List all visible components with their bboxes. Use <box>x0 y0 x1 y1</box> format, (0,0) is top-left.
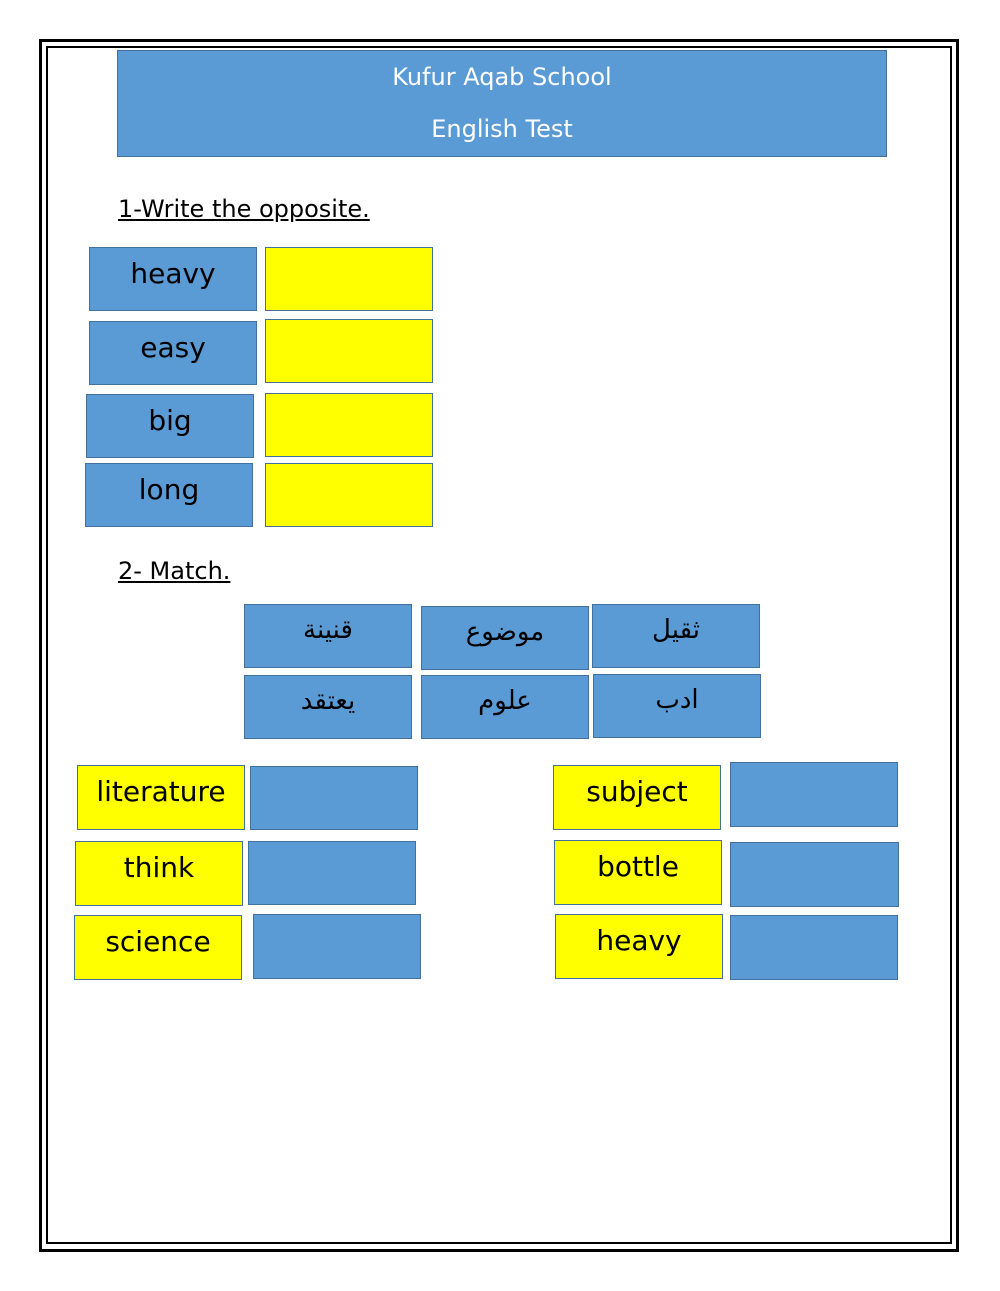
opposite-word: heavy <box>130 256 216 290</box>
arabic-word-box[interactable] <box>244 604 412 668</box>
arabic-word: ثقيل <box>652 615 700 645</box>
arabic-word-box[interactable] <box>421 675 589 739</box>
arabic-word-box[interactable] <box>592 604 760 668</box>
arabic-word: قنينة <box>303 615 353 645</box>
match-word-box <box>77 765 245 830</box>
arabic-word: ادب <box>655 685 699 715</box>
header-banner <box>117 50 887 157</box>
match-word: heavy <box>596 924 682 957</box>
match-word-box <box>553 765 721 830</box>
opposite-word-box <box>86 394 254 458</box>
opposite-answer-box[interactable] <box>265 463 433 527</box>
match-word: subject <box>586 775 688 808</box>
match-drop-target[interactable] <box>250 766 418 830</box>
arabic-word: يعتقد <box>300 686 356 716</box>
match-drop-target[interactable] <box>730 842 899 907</box>
match-drop-target[interactable] <box>730 915 898 980</box>
match-drop-target[interactable] <box>248 841 416 905</box>
opposite-word-box <box>89 247 257 311</box>
opposite-word-box <box>85 463 253 527</box>
match-word-box <box>75 841 243 906</box>
section1-title: 1-Write the opposite. <box>118 195 370 223</box>
opposite-answer-box[interactable] <box>265 319 433 383</box>
arabic-word-box[interactable] <box>593 674 761 738</box>
opposite-word: long <box>138 472 200 506</box>
arabic-word-box[interactable] <box>421 606 589 670</box>
arabic-word: موضوع <box>465 617 545 647</box>
match-word: think <box>123 851 195 884</box>
opposite-word: big <box>148 403 192 437</box>
opposite-word: easy <box>140 330 206 364</box>
section2-title: 2- Match. <box>118 557 231 585</box>
school-name: Kufur Aqab School <box>392 63 612 91</box>
match-word: bottle <box>597 850 679 883</box>
arabic-word: علوم <box>478 686 532 716</box>
match-drop-target[interactable] <box>730 762 898 827</box>
match-word-box <box>74 915 242 980</box>
test-title: English Test <box>431 115 573 143</box>
match-drop-target[interactable] <box>253 914 421 979</box>
match-word-box <box>555 914 723 979</box>
opposite-answer-box[interactable] <box>265 393 433 457</box>
opposite-word-box <box>89 321 257 385</box>
match-word-box <box>554 840 722 905</box>
opposite-answer-box[interactable] <box>265 247 433 311</box>
match-word: science <box>105 925 211 958</box>
match-word: literature <box>96 775 226 808</box>
arabic-word-box[interactable] <box>244 675 412 739</box>
